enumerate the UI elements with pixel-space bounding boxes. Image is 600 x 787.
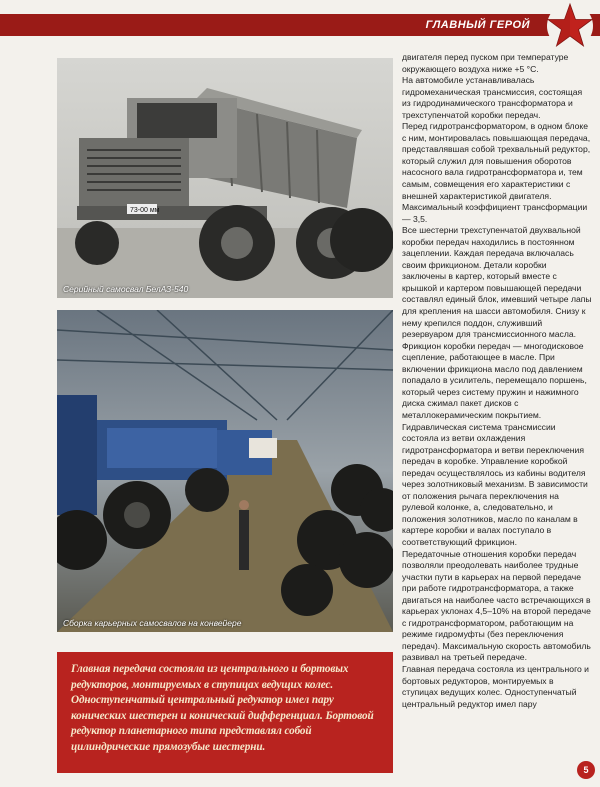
callout-box xyxy=(57,652,393,773)
star-icon xyxy=(546,2,594,50)
truck-photo xyxy=(57,58,393,298)
callout-text: Главная передача состояла из центрального и бортовых редукторов, монтируемых в ступицах ведущих колес. Одноступенчатый центральный редуктор имел пару конических шестерен и конический дифференциал. Бортовой редуктор планетарного типа представлял собой цилиндрические прямозубые шестерни. xyxy=(71,663,374,753)
article-paragraph: Главная передача состояла из центрального и бортовых редукторов, монтируемых в ступицах ведущих колес. Одноступенчатый центральный редуктор имел пару xyxy=(402,663,589,709)
article-body xyxy=(402,52,592,710)
section-label: ГЛАВНЫЙ ГЕРОЙ xyxy=(425,19,530,31)
photo-caption: Сборка карьерных самосвалов на конвейере xyxy=(63,618,242,628)
article-paragraph: Перед гидротрансформатором, в одном блоке с ним, монтировалась повышающая передача, представлявшая собой трехвальный редуктор, который служил для повышения оборотов насосного вала гидротрансформатора и, тем самым, совмещения его характеристики с внешней характеристикой двигателя. Максимальный коэффициент трансформации — 3,5. xyxy=(402,121,591,224)
article-paragraph: Все шестерни трехступенчатой двухвальной коробки передач находились в постоянном зацеплении. Каждая передача включалась своим фрикционом. Детали коробки заключены в картер, который вместе с крышкой и картером повышающей передачи составлял единый блок, имевший четыре лапы для крепления на шасси автомобиля. Снизу к нему крепился поддон, служивший резервуаром для трансмиссионного масла. xyxy=(402,225,592,340)
assembly-line-photo xyxy=(57,310,393,632)
article-paragraph: На автомобиле устанавливалась гидромеханическая трансмиссия, состоящая из гидродинамического трансформатора и трехступенчатой коробки передач. xyxy=(402,75,583,120)
page-number: 5 xyxy=(577,761,595,779)
photo-caption: Серийный самосвал БелАЗ-540 xyxy=(63,284,189,294)
article-paragraph: двигателя перед пуском при температуре окружающего воздуха ниже +5 °С. xyxy=(402,52,569,74)
truck-plate: 73-00 мм xyxy=(130,207,160,214)
article-paragraph: Гидравлическая система трансмиссии состояла из ветви охлаждения гидротрансформатора и ветви переключения передач в коробке. Управление коробкой передач осуществлялось из кабины водителя через золотниковый механизм. В зависимости от положения рычага переключения на рулевой колонке, а, следовательно, и положения золотников, масло по каналам в картере коробки и валах поступало в соответствующий фрикцион. xyxy=(402,421,588,547)
article-paragraph: Передаточные отношения коробки передач позволяли преодолевать наиболее трудные участки пути в карьерах на первой передаче при работе гидротрансформатора, а также двигаться на наиболее часто встречающихся в карьерах уклонах 4,5–10% на второй передаче с гидротрансформатором, работающим на режиме гидромуфты (без переключения передач). Максимальную скорость автомобиль развивал на третьей передаче. xyxy=(402,548,591,663)
article-paragraph: Фрикцион коробки передач — многодисковое сцепление, работающее в масле. При включении фрикциона масло под давлением попадало в усилитель, перемещало поршень, который через систему пружин и нажимного диска сжимал пакет дисков с металлокерамическим покрытием. xyxy=(402,340,587,420)
